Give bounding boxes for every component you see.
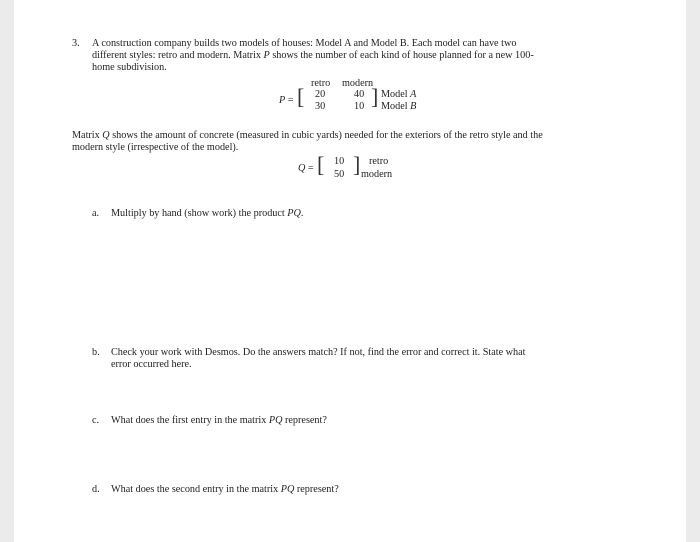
q-description-line-1: Matrix Q shows the amount of concrete (measured in cubic yards) needed for the exteriors of the retro style and the	[72, 130, 543, 141]
intro-line-1: A construction company builds two models of houses: Model A and Model B. Each model can have two	[92, 38, 517, 49]
matrix-q-cell: 10	[334, 156, 345, 167]
part-b-letter: b.	[92, 347, 100, 358]
matrix-q-label: Q =	[298, 163, 314, 174]
matrix-p-col-header-modern: modern	[342, 78, 374, 89]
matrix-p-right-bracket: ]	[371, 84, 379, 109]
matrix-p-left-bracket: [	[297, 84, 305, 109]
worksheet-page	[14, 0, 686, 542]
matrix-p-cell: 10	[354, 101, 365, 112]
matrix-q-row-label-retro: retro	[369, 156, 389, 167]
intro-line-2: different styles: retro and modern. Matrix P shows the number of each kind of house planned for a new 100-	[92, 50, 534, 61]
intro-line-3: home subdivision.	[92, 62, 167, 73]
part-c-text: What does the first entry in the matrix PQ represent?	[111, 415, 327, 426]
matrix-p-col-header-retro: retro	[311, 78, 331, 89]
q-description-line-2: modern style (irrespective of the model).	[72, 142, 239, 153]
problem-number: 3.	[72, 38, 80, 49]
part-b-text-line-1: Check your work with Desmos. Do the answers match? If not, find the error and correct it. State what	[111, 347, 526, 358]
part-a-letter: a.	[92, 208, 100, 219]
part-d-text: What does the second entry in the matrix PQ represent?	[111, 484, 339, 495]
part-a-text: Multiply by hand (show work) the product PQ.	[111, 208, 304, 219]
matrix-p-cell: 40	[354, 89, 365, 100]
part-d-letter: d.	[92, 484, 100, 495]
matrix-p-row-label-model-b: Model B	[381, 101, 417, 112]
matrix-q-cell: 50	[334, 169, 345, 180]
matrix-p-cell: 20	[315, 89, 326, 100]
matrix-p-row-label-model-a: Model A	[381, 89, 417, 100]
matrix-p-cell: 30	[315, 101, 326, 112]
part-c-letter: c.	[92, 415, 100, 426]
matrix-q-right-bracket: ]	[353, 152, 361, 177]
matrix-q-left-bracket: [	[317, 152, 325, 177]
matrix-q-row-label-modern: modern	[361, 169, 393, 180]
matrix-p-label: P =	[279, 95, 294, 106]
part-b-text-line-2: error occurred here.	[111, 359, 192, 370]
